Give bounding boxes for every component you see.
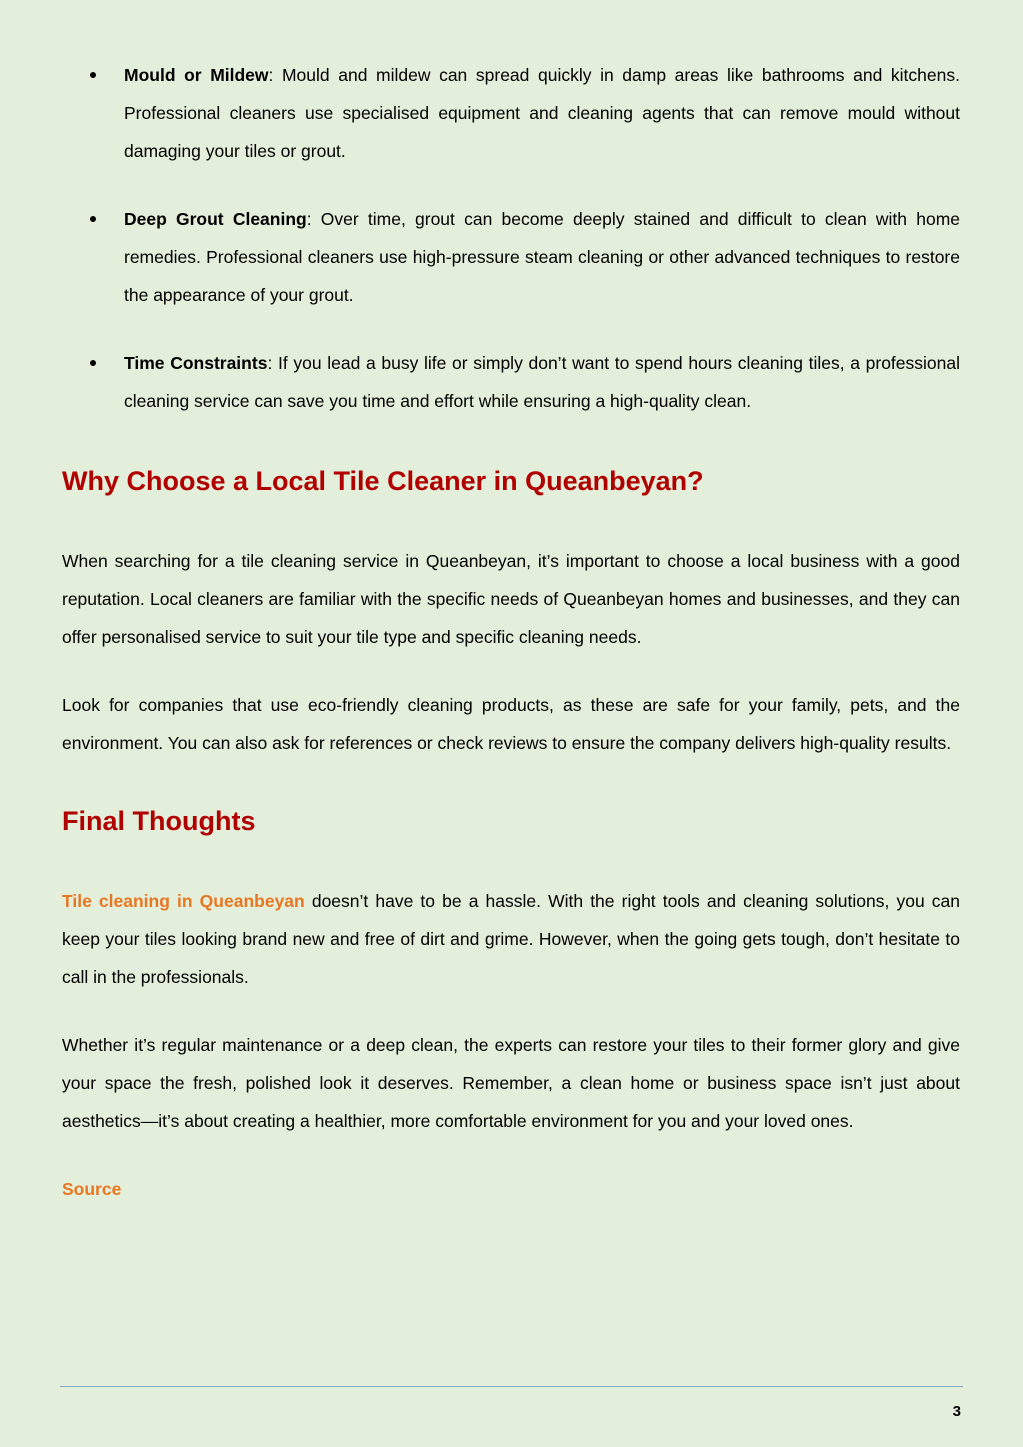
bullet-term: Deep Grout Cleaning: [124, 209, 307, 229]
page-number: 3: [952, 1403, 961, 1420]
bullet-list: [62, 56, 960, 420]
list-item: [62, 344, 960, 420]
why-choose-heading: Why Choose a Local Tile Cleaner in Queanbeyan?: [62, 466, 704, 496]
footer-divider: [60, 1386, 963, 1387]
final-paragraph-2: Whether it’s regular maintenance or a deep clean, the experts can restore your tiles to their former glory and give your space the fresh, polished look it deserves. Remember, a clean home or business space isn’t just about aesthetics—it’s about creating a healthier, more comfortable environment for you and your loved ones.: [62, 1035, 960, 1131]
bullet-term: Time Constraints: [124, 353, 268, 373]
bullet-term: Mould or Mildew: [124, 65, 269, 85]
final-paragraph-1: [62, 882, 960, 996]
why-paragraph-2: Look for companies that use eco-friendly cleaning products, as these are safe for your family, pets, and the environment. You can also ask for references or check reviews to ensure the company delivers high-quality results.: [62, 695, 960, 753]
bullet-text: : Mould and mildew can spread quickly in damp areas like bathrooms and kitchens. Professional cleaners use specialised equipment and cleaning agents that can remove mould without damaging your tiles or grout.: [124, 65, 960, 161]
bullet-icon: [90, 72, 96, 78]
final-paragraph-1-text: doesn’t have to be a hassle. With the right tools and cleaning solutions, you can keep your tiles looking brand new and free of dirt and grime. However, when the going gets tough, don’t hesitate to call in the professionals.: [62, 891, 961, 987]
document-page: [62, 56, 960, 1208]
final-thoughts-heading: Final Thoughts: [62, 806, 256, 836]
source-link[interactable]: Source: [62, 1179, 122, 1199]
list-item: [62, 56, 960, 170]
why-paragraph-1: When searching for a tile cleaning service in Queanbeyan, it’s important to choose a local business with a good reputation. Local cleaners are familiar with the specific needs of Queanbeyan homes and businesses, and they can offer personalised service to suit your tile type and specific cleaning needs.: [62, 551, 960, 647]
bullet-text: : Over time, grout can become deeply stained and difficult to clean with home remedies. Professional cleaners use high-pressure steam cleaning or other advanced techniques to restore the appearance of your grout.: [124, 209, 961, 305]
list-item: [62, 200, 960, 314]
bullet-text: : If you lead a busy life or simply don’t want to spend hours cleaning tiles, a professional cleaning service can save you time and effort while ensuring a high-quality clean.: [124, 353, 961, 411]
bullet-icon: [90, 360, 96, 366]
bullet-icon: [90, 216, 96, 222]
tile-cleaning-link[interactable]: Tile cleaning in Queanbeyan: [62, 891, 305, 911]
